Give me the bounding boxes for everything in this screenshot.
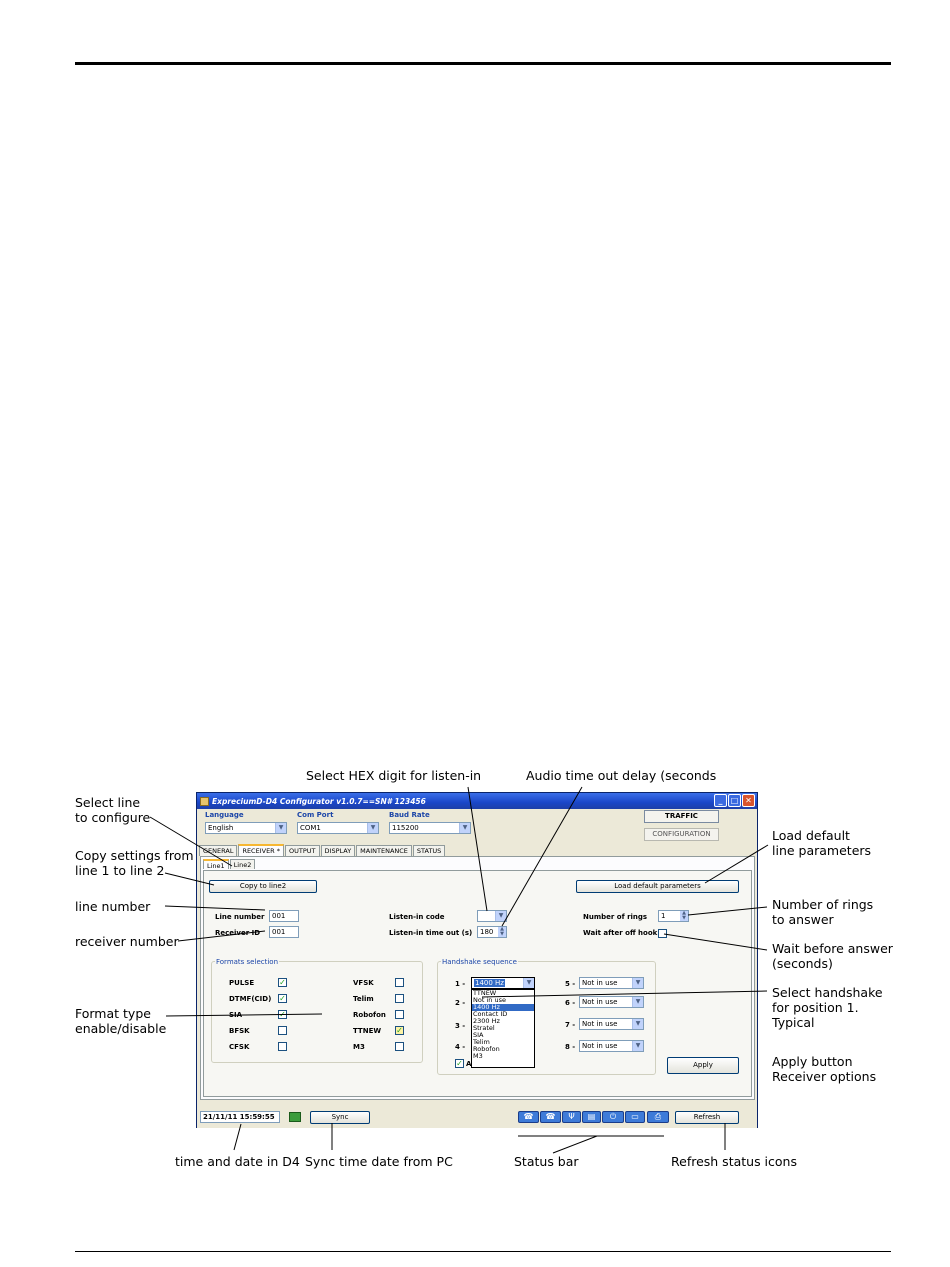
line-number-label: Line number bbox=[215, 913, 265, 921]
annotation-time-date: time and date in D4 bbox=[175, 1154, 300, 1169]
line-number-input[interactable]: 001 bbox=[269, 910, 299, 922]
usb-icon[interactable]: Ψ bbox=[562, 1111, 581, 1123]
handshake-pos-8-label: 8 - bbox=[565, 1043, 576, 1051]
tab-output[interactable]: OUTPUT bbox=[285, 845, 320, 856]
listen-in-timeout-value: 180 bbox=[480, 928, 494, 936]
leader-rings bbox=[688, 907, 767, 915]
maximize-icon[interactable]: □ bbox=[728, 794, 741, 807]
annotation-line: Number of rings bbox=[772, 897, 874, 912]
leader-load-default bbox=[705, 845, 768, 883]
handshake-pos-2-label: 2 - bbox=[455, 999, 466, 1007]
leader-wait-before bbox=[664, 934, 767, 950]
handshake-sequence-title: Handshake sequence bbox=[442, 958, 517, 966]
format-sia-checkbox[interactable]: ✓ bbox=[279, 1010, 286, 1019]
listen-in-timeout-label: Listen-in time out (s) bbox=[389, 929, 473, 937]
spinner-arrows-icon[interactable]: ▲ ▼ bbox=[498, 927, 506, 937]
annotation-copy-settings bbox=[75, 848, 194, 878]
format-dtmf-label: DTMF(CID) bbox=[229, 995, 272, 1003]
tab-line2[interactable]: Line2 bbox=[230, 859, 256, 869]
handshake-option[interactable]: TTNEW bbox=[473, 989, 497, 997]
listen-in-code-label: Listen-in code bbox=[389, 913, 445, 921]
format-pulse-label: PULSE bbox=[229, 979, 255, 987]
refresh-button[interactable]: Refresh bbox=[675, 1111, 739, 1124]
leader-format-type bbox=[166, 1014, 322, 1016]
handshake-pos-3-label: 3 - bbox=[455, 1022, 466, 1030]
wait-after-off-hook-label: Wait after off hook bbox=[583, 929, 658, 937]
annotation-line: for position 1. bbox=[772, 1000, 859, 1015]
annotation-line: Receiver options bbox=[772, 1069, 877, 1084]
annotation-line: Apply button bbox=[772, 1054, 853, 1069]
window-title: ExpreciumD-D4 Configurator v1.0.7==SN# 123456 bbox=[212, 796, 426, 806]
format-sia-label: SIA bbox=[229, 1011, 243, 1019]
handshake-option-checkbox-label: A bbox=[466, 1060, 472, 1068]
annotation-line: Select handshake bbox=[772, 985, 883, 1000]
annotation-select-hex: Select HEX digit for listen-in bbox=[306, 768, 482, 783]
handshake-option[interactable]: SIA bbox=[473, 1031, 484, 1039]
number-of-rings-value: 1 bbox=[661, 912, 666, 920]
phone-line-2-icon[interactable]: ☎ bbox=[540, 1111, 561, 1123]
annotation-line: line parameters bbox=[772, 843, 872, 858]
spinner-arrows-icon[interactable]: ▲ ▼ bbox=[680, 911, 688, 921]
format-dtmf-checkbox[interactable]: ✓ bbox=[279, 994, 286, 1003]
sync-button[interactable]: Sync bbox=[310, 1111, 370, 1124]
configuration-button[interactable]: CONFIGURATION bbox=[644, 828, 719, 841]
format-m3-label: M3 bbox=[353, 1043, 365, 1051]
minimize-icon[interactable]: _ bbox=[714, 794, 727, 807]
handshake-option[interactable]: Robofon bbox=[473, 1045, 500, 1053]
leader-audio-timeout bbox=[502, 787, 582, 926]
handshake-pos-1-label: 1 - bbox=[455, 980, 466, 988]
chevron-down-icon[interactable]: ▼ bbox=[632, 997, 643, 1007]
annotation-line: enable/disable bbox=[75, 1021, 167, 1036]
printer-icon[interactable]: ⎙ bbox=[647, 1111, 669, 1123]
chevron-down-icon[interactable]: ▼ bbox=[367, 823, 378, 833]
handshake-pos-7-label: 7 - bbox=[565, 1021, 576, 1029]
load-default-parameters-button[interactable]: Load default parameters bbox=[576, 880, 739, 893]
handshake-option-selected[interactable]: 1400 Hz bbox=[472, 1004, 534, 1011]
tab-line1[interactable]: Line1 bbox=[203, 859, 229, 869]
handshake-option[interactable]: M3 bbox=[473, 1052, 483, 1060]
serial-port-icon[interactable]: ▤ bbox=[582, 1111, 601, 1123]
annotation-receiver-number: receiver number bbox=[75, 934, 179, 949]
annotation-select-handshake bbox=[772, 985, 883, 1030]
receiver-id-input[interactable]: 001 bbox=[269, 926, 299, 938]
annotation-apply bbox=[772, 1054, 876, 1084]
baud-rate-value: 115200 bbox=[392, 824, 419, 832]
annotation-line: Format type bbox=[75, 1006, 151, 1021]
number-of-rings-label: Number of rings bbox=[583, 913, 648, 921]
tab-display[interactable]: DISPLAY bbox=[321, 845, 356, 856]
handshake-pos-4-label: 4 - bbox=[455, 1043, 466, 1051]
format-robofon-label: Robofon bbox=[353, 1011, 386, 1019]
tab-status[interactable]: STATUS bbox=[413, 845, 445, 856]
handshake-pos-6-value: Not in use bbox=[582, 998, 618, 1006]
com-port-label: Com Port bbox=[297, 811, 334, 819]
annotation-wait-before bbox=[772, 941, 893, 971]
datetime-display: 21/11/11 15:59:55 bbox=[200, 1111, 280, 1123]
tab-maintenance[interactable]: MAINTENANCE bbox=[356, 845, 412, 856]
handshake-option[interactable]: Stratel bbox=[473, 1024, 495, 1032]
page-bottom-rule bbox=[75, 1251, 891, 1252]
annotation-line: to configure bbox=[75, 810, 151, 825]
battery-icon[interactable]: ▭ bbox=[625, 1111, 645, 1123]
format-telim-label: Telim bbox=[353, 995, 374, 1003]
leader-receiver-number bbox=[178, 931, 265, 941]
annotation-refresh-icons: Refresh status icons bbox=[671, 1154, 797, 1169]
annotation-format-type bbox=[75, 1006, 166, 1036]
annotation-line: Typical bbox=[772, 1015, 815, 1030]
leader-status-bar bbox=[553, 1136, 597, 1153]
leader-time-date bbox=[234, 1124, 241, 1150]
tab-general[interactable]: GENERAL bbox=[199, 845, 237, 856]
format-ttnew-label: TTNEW bbox=[353, 1027, 382, 1035]
close-icon[interactable]: ✕ bbox=[742, 794, 755, 807]
leader-select-hex bbox=[468, 787, 487, 911]
format-pulse-checkbox[interactable]: ✓ bbox=[279, 978, 286, 987]
annotation-line: Load default bbox=[772, 828, 850, 843]
handshake-option[interactable]: 2300 Hz bbox=[473, 1017, 500, 1025]
copy-to-line2-button[interactable]: Copy to line2 bbox=[209, 880, 317, 893]
format-vfsk-label: VFSK bbox=[353, 979, 374, 987]
language-value: English bbox=[208, 824, 234, 832]
apply-button[interactable]: Apply bbox=[667, 1057, 739, 1074]
handshake-pos-5-value: Not in use bbox=[582, 979, 618, 987]
leader-select-handshake bbox=[482, 991, 767, 997]
com-port-value: COM1 bbox=[300, 824, 321, 832]
chevron-down-icon[interactable]: ▼ bbox=[495, 911, 506, 921]
annotation-line: line 1 to line 2 bbox=[75, 863, 165, 878]
annotation-line: (seconds) bbox=[772, 956, 833, 971]
language-label: Language bbox=[205, 811, 244, 819]
annotation-line: Select line bbox=[75, 795, 141, 810]
handshake-option[interactable]: Not in use bbox=[473, 996, 506, 1004]
format-cfsk-label: CFSK bbox=[229, 1043, 250, 1051]
chevron-down-icon[interactable]: ▼ bbox=[275, 823, 286, 833]
power-icon[interactable]: ⏻ bbox=[602, 1111, 624, 1123]
handshake-pos-5-label: 5 - bbox=[565, 980, 576, 988]
annotation-status-bar: Status bar bbox=[514, 1154, 579, 1169]
annotation-line-number: line number bbox=[75, 899, 151, 914]
format-bfsk-label: BFSK bbox=[229, 1027, 250, 1035]
handshake-option[interactable]: Telim bbox=[473, 1038, 490, 1046]
receiver-id-label: Receiver ID bbox=[215, 929, 261, 937]
annotation-load-default bbox=[772, 828, 871, 858]
annotation-sync-time: Sync time date from PC bbox=[305, 1154, 453, 1169]
traffic-button[interactable]: TRAFFIC bbox=[644, 810, 719, 823]
annotation-audio-timeout: Audio time out delay (seconds bbox=[526, 768, 717, 783]
handshake-option-checkbox[interactable]: ✓ bbox=[456, 1059, 463, 1068]
chevron-down-icon[interactable]: ▼ bbox=[459, 823, 470, 833]
chevron-down-icon[interactable]: ▼ bbox=[632, 1019, 643, 1029]
handshake-pos-1-value: 1400 Hz bbox=[475, 979, 504, 987]
handshake-pos-6-label: 6 - bbox=[565, 999, 576, 1007]
annotation-line: to answer bbox=[772, 912, 834, 927]
handshake-option[interactable]: Contact ID bbox=[473, 1010, 508, 1018]
format-ttnew-checkbox[interactable]: ✓ bbox=[396, 1026, 403, 1035]
handshake-pos-7-value: Not in use bbox=[582, 1020, 618, 1028]
chevron-down-icon[interactable]: ▼ bbox=[523, 978, 534, 988]
annotation-select-line bbox=[75, 795, 150, 825]
formats-selection-title: Formats selection bbox=[216, 958, 279, 966]
annotation-line: Wait before answer bbox=[772, 941, 893, 956]
baud-rate-label: Baud Rate bbox=[389, 811, 430, 819]
chevron-down-icon[interactable]: ▼ bbox=[632, 1041, 643, 1051]
annotation-rings bbox=[772, 897, 873, 927]
tab-receiver[interactable]: RECEIVER * bbox=[238, 844, 284, 856]
leader-line-number bbox=[165, 906, 265, 910]
annotation-line: Copy settings from bbox=[75, 848, 194, 863]
handshake-pos-8-value: Not in use bbox=[582, 1042, 618, 1050]
phone-line-1-icon[interactable]: ☎ bbox=[518, 1111, 539, 1123]
chevron-down-icon[interactable]: ▼ bbox=[632, 978, 643, 988]
